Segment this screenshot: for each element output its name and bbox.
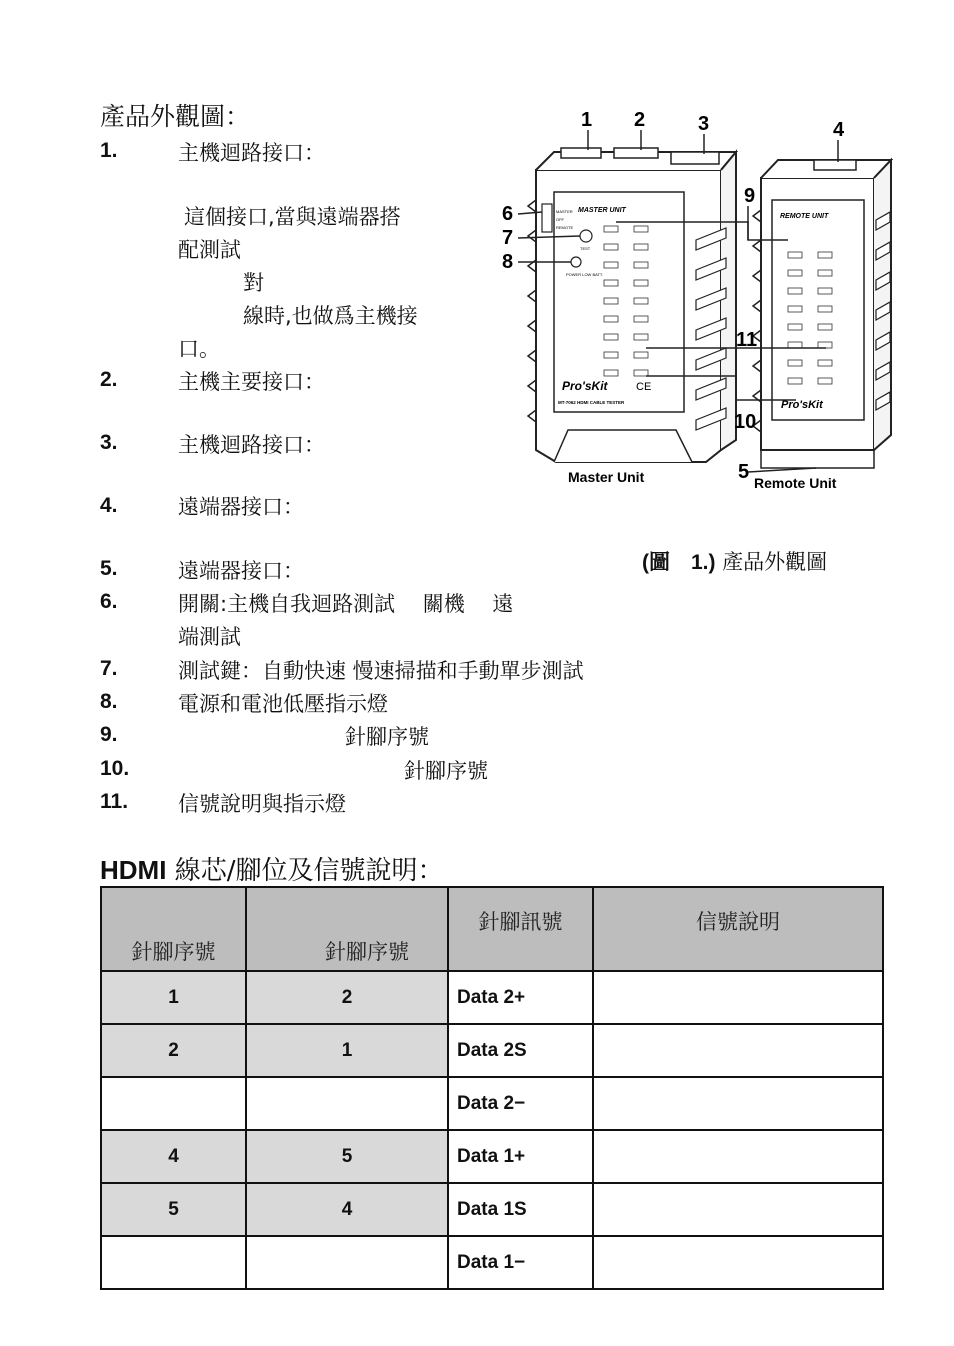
pin-number-b: 2 bbox=[246, 971, 448, 1024]
signal-description bbox=[593, 1130, 883, 1183]
signal-description bbox=[593, 1183, 883, 1236]
table-header-row bbox=[101, 887, 883, 971]
item-text: 遠端器接口： bbox=[178, 559, 304, 583]
table-row bbox=[101, 1130, 883, 1183]
switch-label: MASTER bbox=[556, 209, 573, 214]
column-header: 信號說明 bbox=[593, 887, 883, 971]
master-panel-title: MASTER UNIT bbox=[578, 207, 626, 214]
pin-number-b: 1 bbox=[246, 1024, 448, 1077]
table-row bbox=[101, 1077, 883, 1130]
item-text: 開關:主機自我迴路測試 關機 遠 bbox=[178, 592, 514, 616]
item-text: 針腳序號 bbox=[345, 725, 429, 749]
master-unit-drawing bbox=[528, 148, 736, 485]
item-number: 2. bbox=[100, 368, 118, 391]
item-number: 1. bbox=[100, 139, 118, 162]
remote-unit-label: Remote Unit bbox=[754, 475, 837, 491]
pin-number-a bbox=[101, 1236, 246, 1289]
item-text: 主機迴路接口： bbox=[178, 433, 325, 457]
item-number: 7. bbox=[100, 657, 118, 680]
figure-caption-text: 產品外觀圖 bbox=[722, 550, 828, 574]
pin-number-a: 4 bbox=[101, 1130, 246, 1183]
pin-signal: Data 2− bbox=[448, 1077, 593, 1130]
pin-number-b bbox=[246, 1236, 448, 1289]
switch-label: OFF bbox=[556, 217, 564, 222]
page-heading: 產品外觀圖： bbox=[100, 102, 251, 131]
pin-signal: Data 2+ bbox=[448, 971, 593, 1024]
pin-table bbox=[100, 886, 884, 1290]
table-row bbox=[101, 1183, 883, 1236]
pin-number-b: 4 bbox=[246, 1183, 448, 1236]
item-desc-line: 線時,也做爲主機接 bbox=[243, 304, 418, 328]
item-desc-line: 口。 bbox=[178, 337, 220, 361]
callout-8: 8 bbox=[502, 251, 514, 273]
item-text-continued: 端測試 bbox=[178, 625, 241, 649]
pin-signal: Data 2S bbox=[448, 1024, 593, 1077]
table-row bbox=[101, 1024, 883, 1077]
item-desc-line: 對 bbox=[243, 271, 264, 295]
ce-mark: CE bbox=[636, 381, 652, 393]
callout-10: 10 bbox=[734, 411, 757, 433]
section-title bbox=[100, 850, 443, 887]
item-text: 主機迴路接口： bbox=[178, 141, 325, 165]
remote-unit-drawing bbox=[753, 160, 891, 491]
item-text: 測試鍵：自動快速 慢速掃描和手動單步測試 bbox=[178, 659, 584, 683]
pin-signal: Data 1− bbox=[448, 1236, 593, 1289]
signal-description bbox=[593, 1024, 883, 1077]
device-figure bbox=[496, 100, 906, 500]
column-header: 針腳序號 bbox=[246, 887, 448, 971]
item-number: 9. bbox=[100, 723, 118, 746]
callout-1: 1 bbox=[581, 109, 593, 131]
item-number: 11. bbox=[100, 790, 129, 813]
figure-caption bbox=[642, 546, 827, 576]
pin-number-a bbox=[101, 1077, 246, 1130]
item-text: 主機主要接口： bbox=[178, 370, 325, 394]
item-text: 遠端器接口： bbox=[178, 495, 304, 519]
callout-11: 11 bbox=[736, 329, 758, 351]
section-title-hdmi: HDMI bbox=[100, 855, 167, 885]
item-number: 4. bbox=[100, 494, 118, 517]
signal-description bbox=[593, 1077, 883, 1130]
callout-6: 6 bbox=[502, 203, 514, 225]
brand-logo-remote: Pro'sKit bbox=[781, 399, 823, 411]
switch-label: REMOTE bbox=[556, 225, 574, 230]
callout-2: 2 bbox=[634, 109, 646, 131]
power-label: POWER LOW BATT. bbox=[566, 272, 604, 277]
brand-logo: Pro'sKit bbox=[562, 379, 608, 393]
test-label: TEST bbox=[580, 246, 591, 251]
pin-number-b: 5 bbox=[246, 1130, 448, 1183]
item-desc-line: 配測試 bbox=[178, 238, 241, 262]
master-unit-label: Master Unit bbox=[568, 469, 645, 485]
pin-number-b bbox=[246, 1077, 448, 1130]
model-label: MT-7062 HDMI CABLE TESTER bbox=[558, 400, 625, 405]
section-title-text: 線芯/腳位及信號說明： bbox=[174, 856, 444, 886]
pin-signal: Data 1+ bbox=[448, 1130, 593, 1183]
remote-panel-title: REMOTE UNIT bbox=[780, 213, 829, 220]
callout-5: 5 bbox=[738, 461, 750, 483]
table-row bbox=[101, 1236, 883, 1289]
item-desc-line: 這個接口,當與遠端器搭 bbox=[184, 205, 401, 229]
callout-9: 9 bbox=[744, 185, 756, 207]
item-number: 3. bbox=[100, 431, 118, 454]
item-number: 6. bbox=[100, 590, 118, 613]
item-text: 針腳序號 bbox=[404, 759, 488, 783]
callout-4: 4 bbox=[833, 119, 845, 141]
item-number: 5. bbox=[100, 557, 118, 580]
pin-signal: Data 1S bbox=[448, 1183, 593, 1236]
column-header: 針腳序號 bbox=[101, 887, 246, 971]
callout-7: 7 bbox=[502, 227, 514, 249]
item-number: 8. bbox=[100, 690, 118, 713]
table-row bbox=[101, 971, 883, 1024]
item-text: 信號說明與指示燈 bbox=[178, 792, 346, 816]
pin-number-a: 5 bbox=[101, 1183, 246, 1236]
signal-description bbox=[593, 971, 883, 1024]
pin-number-a: 2 bbox=[101, 1024, 246, 1077]
pin-number-a: 1 bbox=[101, 971, 246, 1024]
callout-3: 3 bbox=[698, 113, 710, 135]
column-header: 針腳訊號 bbox=[448, 887, 593, 971]
signal-description bbox=[593, 1236, 883, 1289]
item-text: 電源和電池低壓指示燈 bbox=[178, 692, 388, 716]
figure-caption-number: (圖 1.) bbox=[642, 551, 716, 574]
item-number: 10. bbox=[100, 757, 130, 780]
